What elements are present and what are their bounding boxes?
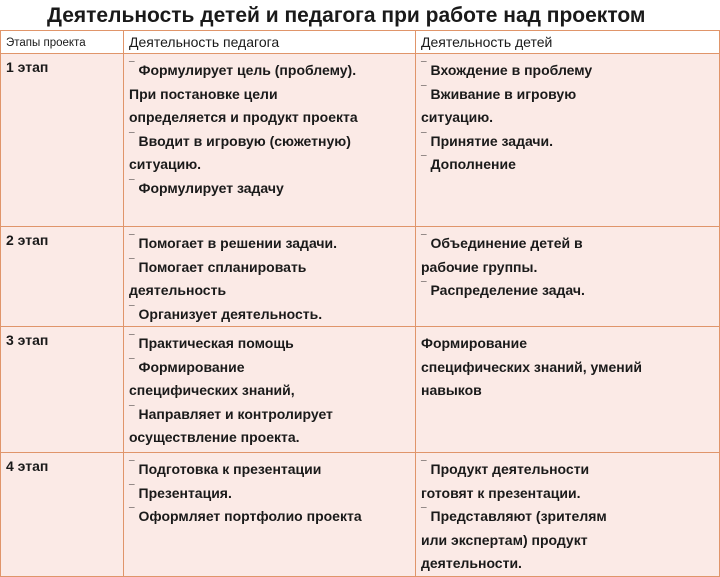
list-item-text: Формирование	[138, 358, 245, 375]
list-item	[421, 482, 715, 506]
list-item	[421, 552, 715, 576]
list-item-text: Вживание в игровую	[430, 85, 577, 102]
list-item-text: Формирование	[421, 335, 527, 351]
list-item-text: Объединение детей в	[430, 235, 583, 251]
bullet-icon: ¯	[421, 61, 427, 72]
bullet-icon: ¯	[129, 61, 135, 72]
list-item-text: Презентация.	[138, 484, 232, 501]
list-item-text: ситуацию.	[129, 156, 202, 172]
list-item	[129, 426, 411, 450]
list-item-text: Помогает спланировать	[138, 258, 307, 275]
list-item	[421, 232, 715, 256]
table-row	[1, 227, 720, 327]
list-item	[421, 505, 715, 529]
table-row	[1, 327, 720, 453]
list-item	[421, 256, 715, 280]
list-item-text: деятельности.	[421, 555, 522, 571]
list-item	[129, 256, 411, 280]
stage-cell: 4 этап	[1, 453, 124, 577]
list-item	[421, 59, 715, 83]
list-item	[129, 482, 411, 506]
list-item-text: Организует деятельность.	[138, 305, 323, 322]
list-item-text: Помогает в решении задачи.	[138, 235, 338, 251]
header-stage: Этапы проекта	[1, 31, 124, 54]
bullet-icon: ¯	[421, 84, 427, 96]
bullet-icon: ¯	[421, 507, 427, 518]
list-item-text: Направляет и контролирует	[138, 405, 333, 422]
bullet-icon: ¯	[421, 234, 427, 245]
list-item	[129, 153, 411, 177]
list-item	[421, 332, 715, 356]
list-item-text: Оформляет портфолио проекта	[138, 508, 362, 524]
list-item	[129, 303, 411, 327]
list-item-text: специфических знаний,	[129, 382, 295, 398]
list-item-text: деятельность	[129, 282, 227, 298]
list-item	[129, 403, 411, 427]
bullet-icon: ¯	[129, 404, 135, 416]
list-item	[421, 130, 715, 154]
list-item	[129, 177, 411, 201]
list-item	[421, 279, 715, 303]
list-item	[129, 83, 411, 107]
list-item	[421, 356, 715, 380]
list-item	[129, 505, 411, 529]
list-item-text: Дополнение	[430, 156, 516, 172]
list-item-text: определяется и продукт проекта	[129, 109, 358, 125]
bullet-icon: ¯	[421, 281, 427, 292]
header-children: Деятельность детей	[416, 31, 720, 54]
list-item-text: Формулирует цель (проблему).	[138, 62, 357, 78]
list-item-text: Продукт деятельности	[430, 461, 590, 477]
table-row	[1, 54, 720, 227]
project-stages-table	[0, 30, 720, 577]
bullet-icon: ¯	[421, 131, 427, 143]
list-item	[129, 232, 411, 256]
list-item-text: Распределение задач.	[430, 282, 585, 298]
stage-cell: 3 этап	[1, 327, 124, 453]
bullet-icon: ¯	[129, 334, 135, 345]
list-item	[421, 458, 715, 482]
list-item-text: Вводит в игровую (сюжетную)	[138, 132, 351, 149]
list-item-text: Формулирует задачу	[138, 179, 284, 196]
bullet-icon: ¯	[129, 178, 135, 190]
children-cell	[416, 54, 720, 227]
stage-cell: 2 этап	[1, 227, 124, 327]
list-item-text: Практическая помощь	[138, 335, 294, 351]
list-item	[129, 130, 411, 154]
bullet-icon: ¯	[129, 460, 135, 471]
stage-cell: 1 этап	[1, 54, 124, 227]
list-item-text: Вхождение в проблему	[430, 62, 593, 78]
list-item-text: специфических знаний, умений	[421, 358, 642, 375]
children-cell	[416, 227, 720, 327]
bullet-icon: ¯	[421, 460, 427, 471]
list-item-text: Представляют (зрителям	[430, 508, 607, 524]
list-item-text: навыков	[421, 382, 482, 398]
children-cell	[416, 327, 720, 453]
children-cell	[416, 453, 720, 577]
list-item	[129, 279, 411, 303]
table-header-row	[1, 31, 720, 54]
list-item-text: осуществление проекта.	[129, 429, 300, 445]
bullet-icon: ¯	[129, 234, 135, 245]
bullet-icon: ¯	[129, 357, 135, 369]
list-item	[129, 59, 411, 83]
list-item-text: Принятие задачи.	[430, 132, 554, 149]
bullet-icon: ¯	[129, 483, 135, 495]
list-item	[421, 379, 715, 403]
list-item-text: Подготовка к презентации	[138, 461, 322, 477]
list-item	[129, 379, 411, 403]
slide-title: Деятельность детей и педагога при работе над проектом	[47, 4, 646, 27]
list-item-text: ситуацию.	[421, 109, 494, 125]
bullet-icon: ¯	[129, 507, 135, 518]
list-item-text: готовят к презентации.	[421, 484, 581, 501]
list-item	[421, 83, 715, 107]
list-item	[129, 332, 411, 356]
list-item	[129, 106, 411, 130]
list-item-text: При постановке цели	[129, 85, 278, 102]
teacher-cell	[124, 327, 416, 453]
header-teacher: Деятельность педагога	[124, 31, 416, 54]
bullet-icon: ¯	[129, 304, 135, 316]
table-row	[1, 453, 720, 577]
list-item	[129, 458, 411, 482]
list-item	[129, 356, 411, 380]
list-item	[421, 153, 715, 177]
list-item-text: или экспертам) продукт	[421, 531, 588, 548]
teacher-cell	[124, 453, 416, 577]
bullet-icon: ¯	[421, 155, 427, 166]
teacher-cell	[124, 227, 416, 327]
bullet-icon: ¯	[129, 131, 135, 143]
bullet-icon: ¯	[129, 257, 135, 269]
list-item	[421, 529, 715, 553]
teacher-cell	[124, 54, 416, 227]
list-item-text: рабочие группы.	[421, 258, 538, 275]
list-item	[421, 106, 715, 130]
